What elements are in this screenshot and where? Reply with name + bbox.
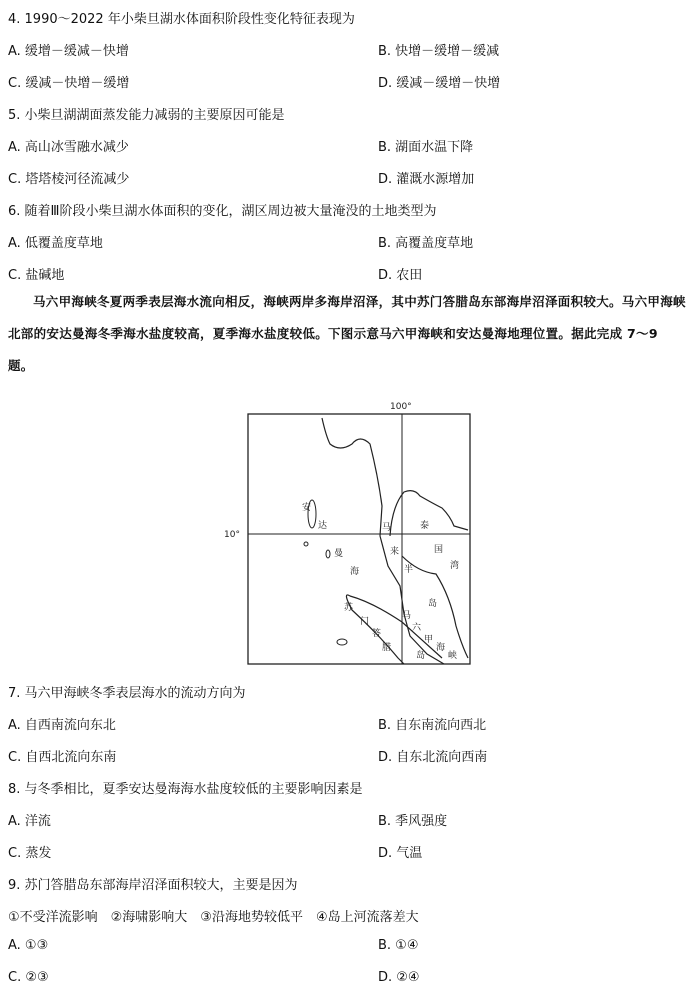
west-coastline xyxy=(322,418,444,664)
map-label: 安 xyxy=(302,503,312,513)
option: C. 蒸发 xyxy=(8,846,52,861)
map-label: 六 xyxy=(412,623,422,633)
option: B. 湖面水温下降 xyxy=(378,140,474,155)
map-label: 湾 xyxy=(450,561,460,571)
island xyxy=(304,542,308,546)
map-label: 岛 xyxy=(428,599,438,609)
question-stem: 4. 1990～2022 年小柴旦湖水体面积阶段性变化特征表现为 xyxy=(8,12,355,27)
option: A. 高山冰雪融水减少 xyxy=(8,140,129,155)
map-figure xyxy=(222,396,482,668)
map-label: 甲 xyxy=(424,635,434,645)
option: B. 自东南流向西北 xyxy=(378,718,487,733)
option: C. 缓减－快增－缓增 xyxy=(8,76,130,91)
question-stem: 8. 与冬季相比，夏季安达曼海海水盐度较低的主要影响因素是 xyxy=(8,782,363,797)
question-stem: 6. 随着Ⅲ阶段小柴旦湖水体面积的变化，湖区周边被大量淹没的土地类型为 xyxy=(8,204,437,219)
option: C. 盐碱地 xyxy=(8,268,65,283)
option: D. 缓减－缓增－快增 xyxy=(378,76,501,91)
option: A. 自西南流向东北 xyxy=(8,718,116,733)
option: C. ②③ xyxy=(8,970,49,985)
option: A. 低覆盖度草地 xyxy=(8,236,103,251)
option: B. 快增－缓增－缓减 xyxy=(378,44,500,59)
map-label: 国 xyxy=(434,545,444,555)
map-label: 达 xyxy=(318,521,328,531)
island xyxy=(326,550,330,558)
option: A. 洋流 xyxy=(8,814,51,829)
option: C. 自西北流向东南 xyxy=(8,750,117,765)
option: D. 气温 xyxy=(378,846,423,861)
option: B. 高覆盖度草地 xyxy=(378,236,474,251)
option: A. 缓增－缓减－快增 xyxy=(8,44,129,59)
lat-label: 10° xyxy=(224,530,240,540)
option: C. 塔塔棱河径流减少 xyxy=(8,172,130,187)
map-label: 门 xyxy=(360,617,370,627)
map-label: 来 xyxy=(390,547,400,557)
map-frame xyxy=(248,414,470,664)
map-label: 半 xyxy=(404,565,414,575)
map-label: 马 xyxy=(382,523,392,533)
map-label: 泰 xyxy=(420,521,430,531)
question-stem: 5. 小柴旦湖湖面蒸发能力减弱的主要原因可能是 xyxy=(8,108,285,123)
option: D. 农田 xyxy=(378,268,423,283)
map-label: 答 xyxy=(372,629,382,639)
map-label: 腊 xyxy=(382,643,392,653)
statements: ①不受洋流影响 ②海啸影响大 ③沿海地势较低平 ④岛上河流落差大 xyxy=(8,910,419,925)
map-label: 海 xyxy=(350,567,360,577)
lon-label: 100° xyxy=(390,402,412,412)
map-label: 海 xyxy=(436,643,446,653)
option: B. 季风强度 xyxy=(378,814,448,829)
option: D. 自东北流向西南 xyxy=(378,750,488,765)
map-label: 马 xyxy=(402,611,412,621)
map-label: 峡 xyxy=(448,651,458,661)
passage: 马六甲海峡冬夏两季表层海水流向相反，海峡两岸多海岸沼泽，其中苏门答腊岛东部海岸沼泽面积较大。马六甲海峡北部的安达曼海冬季海水盐度较高，夏季海水盐度较低。下图示意马六甲海峡和安达曼海地理位置。据此完成 7～9 题。 xyxy=(8,294,686,373)
map-label: 曼 xyxy=(334,549,344,559)
map-label: 岛 xyxy=(416,651,426,661)
question-stem: 7. 马六甲海峡冬季表层海水的流动方向为 xyxy=(8,686,246,701)
option: B. ①④ xyxy=(378,938,419,953)
island xyxy=(337,639,347,645)
option: D. 灌溉水源增加 xyxy=(378,172,475,187)
map-label: 苏 xyxy=(344,603,354,613)
option: D. ②④ xyxy=(378,970,420,985)
question-stem: 9. 苏门答腊岛东部海岸沼泽面积较大，主要是因为 xyxy=(8,878,298,893)
option: A. ①③ xyxy=(8,938,49,953)
